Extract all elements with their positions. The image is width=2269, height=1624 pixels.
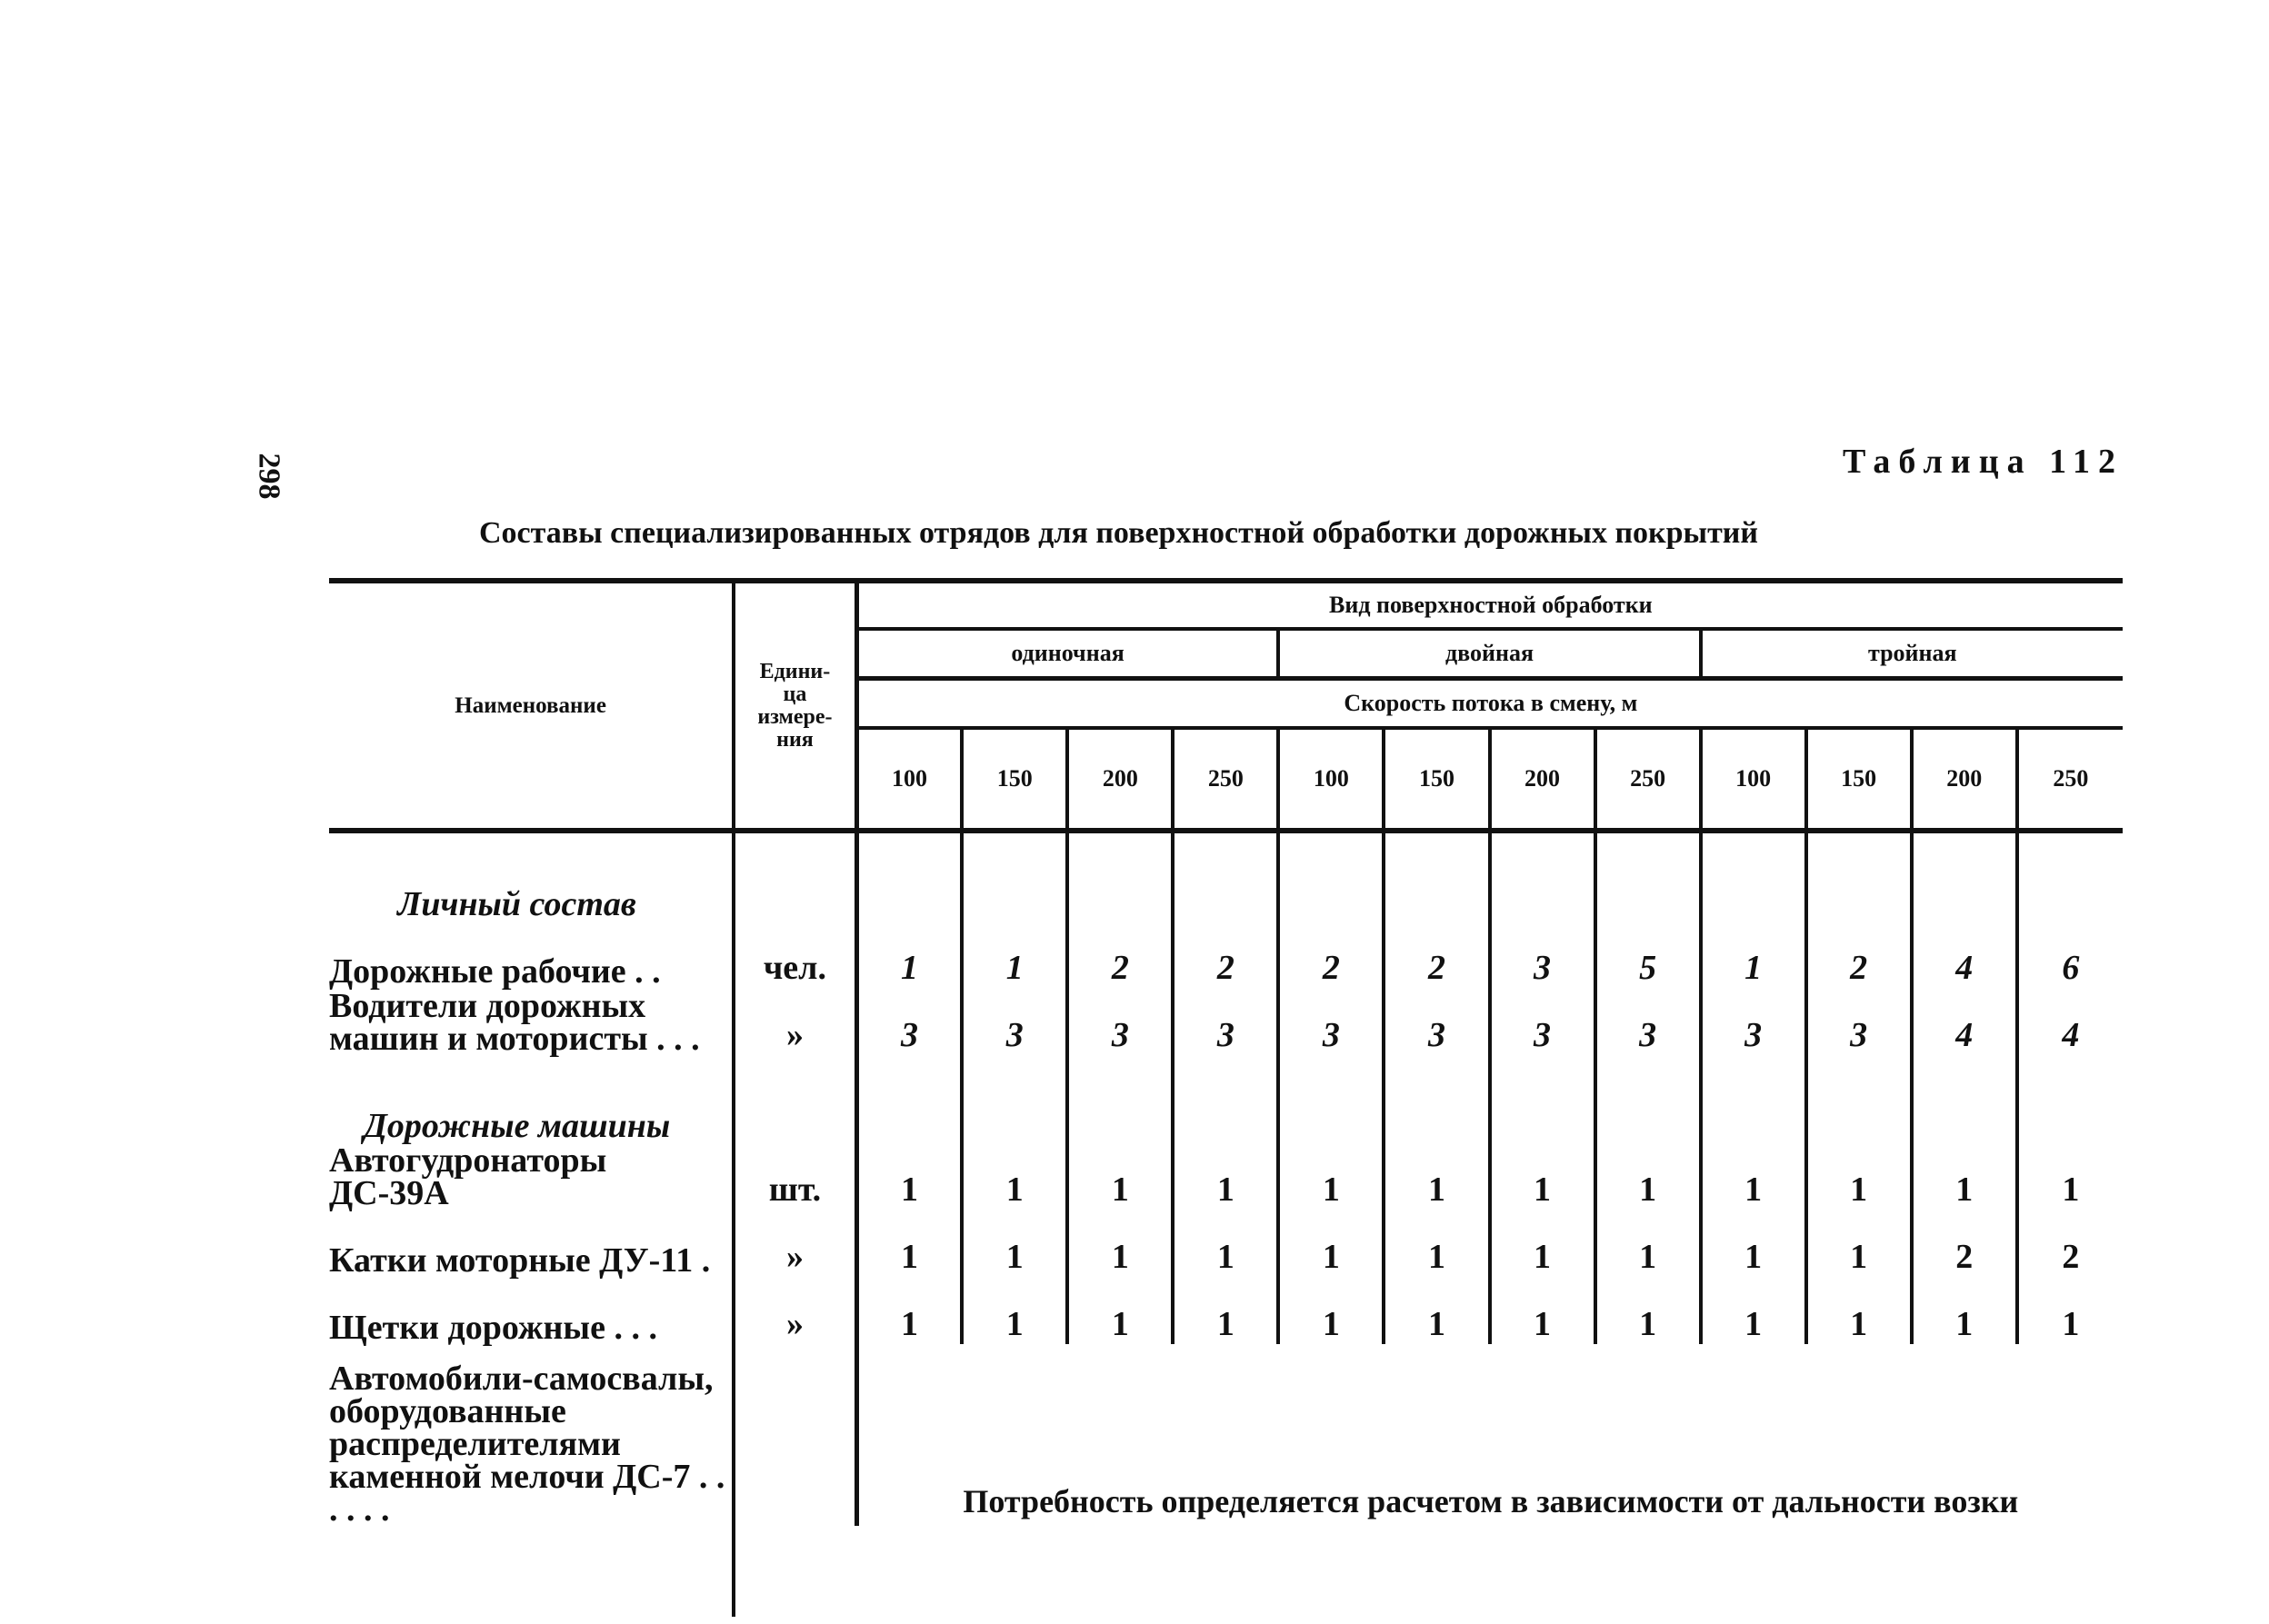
row-value: 2: [1173, 921, 1278, 988]
row-value: 3: [1173, 988, 1278, 1055]
row-value: 2: [1067, 921, 1173, 988]
row-value: [1173, 831, 1278, 921]
section-row: [329, 1055, 2123, 1142]
row-value: 3: [1278, 988, 1384, 1055]
row-value: 1: [962, 921, 1067, 988]
header-speed-value: 100: [1701, 728, 1806, 831]
row-value: [1384, 831, 1489, 921]
header-unit-line: ца: [783, 682, 807, 706]
row-value: 1: [1490, 1210, 1595, 1277]
row-value: 1: [1595, 1210, 1701, 1277]
row-value: 3: [856, 988, 962, 1055]
row-value: 1: [1384, 1210, 1489, 1277]
header-speed: Скорость потока в смену, м: [856, 679, 2123, 729]
table-tail: [329, 1526, 2123, 1617]
header-name: Наименование: [329, 581, 734, 831]
row-unit: »: [734, 1277, 856, 1344]
row-value: 2: [1912, 1210, 2017, 1277]
row-value: 2: [1806, 921, 1912, 988]
row-value: 2: [1278, 921, 1384, 988]
row-value: 1: [962, 1210, 1067, 1277]
row-value: 1: [962, 1277, 1067, 1344]
row-value: 2: [1384, 921, 1489, 988]
row-value: [1912, 1055, 2017, 1142]
section-row: [329, 831, 2123, 921]
row-value: 1: [856, 1210, 962, 1277]
row-value: 5: [1595, 921, 1701, 988]
row-value: [1701, 831, 1806, 921]
header-speed-value: 200: [1490, 728, 1595, 831]
row-value: 1: [1490, 1142, 1595, 1210]
row-value: [1806, 831, 1912, 921]
row-name: Водители дорожных машин и мотористы . . .: [329, 988, 734, 1055]
row-value: 1: [1806, 1210, 1912, 1277]
tail-cell: [734, 1526, 2123, 1617]
row-value: 3: [1490, 921, 1595, 988]
row-value: 4: [1912, 921, 2017, 988]
header-speed-value: 200: [1912, 728, 2017, 831]
row-value: 1: [2062, 1171, 2080, 1209]
row-value: 1: [1067, 1142, 1173, 1210]
header-unit-line: Едини-: [759, 659, 831, 683]
row-value: 1: [1806, 1277, 1912, 1344]
row-value: [1384, 1055, 1489, 1142]
header-unit-line: ния: [776, 727, 814, 752]
row-value: 1: [1912, 1142, 2017, 1210]
section-heading: Дорожные машины: [329, 1055, 734, 1142]
header-treatment-single: одиночная: [856, 629, 1278, 679]
row-value: 1: [856, 921, 962, 988]
row-unit: шт.: [734, 1142, 856, 1210]
row-value: [1595, 831, 1701, 921]
header-treatment-triple: тройная: [1701, 629, 2123, 679]
row-value: 1: [1173, 1210, 1278, 1277]
row-value: [962, 831, 1067, 921]
crew-composition-table: [329, 578, 2123, 1617]
row-value: 1: [1912, 1277, 2017, 1344]
header-speed-value: 250: [1173, 728, 1278, 831]
row-value: [1701, 1055, 1806, 1142]
header-treatment-kind: Вид поверхностной обработки: [856, 581, 2123, 629]
row-note: Потребность определяется расчетом в зависимости от дальности возки: [963, 1483, 2019, 1519]
row-value: 3: [962, 988, 1067, 1055]
row-value: 4: [2062, 1016, 2080, 1054]
table-frame: [329, 578, 2123, 1532]
row-value: 1: [1067, 1277, 1173, 1344]
row-value: 1: [856, 1142, 962, 1210]
header-speed-value: 100: [1278, 728, 1384, 831]
row-name: Автомобили-самосвалы, оборудованные распределителями каменной мелочи ДС-7 . . . . . .: [329, 1344, 734, 1526]
row-value: [1278, 831, 1384, 921]
row-value: [1278, 1055, 1384, 1142]
row-value: 1: [1384, 1142, 1489, 1210]
row-value: 1: [962, 1142, 1067, 1210]
row-value: 6: [2062, 949, 2080, 987]
row-value: 4: [1912, 988, 2017, 1055]
row-value: [1912, 831, 2017, 921]
row-unit: [734, 1055, 856, 1142]
table-row: [329, 921, 2123, 988]
row-value: [1595, 1055, 1701, 1142]
row-value: 3: [1067, 988, 1173, 1055]
header-speed-value: 200: [1067, 728, 1173, 831]
row-value: [856, 831, 962, 921]
tail-cell: [329, 1526, 734, 1617]
row-value: 3: [1595, 988, 1701, 1055]
row-value: [856, 1055, 962, 1142]
row-value: 3: [1384, 988, 1489, 1055]
header-speed-value: 250: [2017, 728, 2123, 831]
row-value: 3: [1490, 988, 1595, 1055]
row-value: [1490, 831, 1595, 921]
row-value: [2017, 831, 2123, 921]
row-unit: »: [734, 988, 856, 1055]
header-speed-value: 150: [1806, 728, 1912, 831]
row-value: 1: [1701, 1210, 1806, 1277]
header-unit: [734, 581, 856, 831]
row-value: 1: [1067, 1210, 1173, 1277]
row-value: [1173, 1055, 1278, 1142]
row-value: 1: [1806, 1142, 1912, 1210]
row-value: 1: [1701, 921, 1806, 988]
row-value: [2017, 1055, 2123, 1142]
table-row: [329, 1210, 2123, 1277]
header-speed-value: 100: [856, 728, 962, 831]
row-value: [1490, 1055, 1595, 1142]
row-value: 1: [1701, 1277, 1806, 1344]
header-speed-value: 250: [1595, 728, 1701, 831]
section-heading: Личный состав: [329, 831, 734, 921]
row-value: 1: [1278, 1210, 1384, 1277]
row-value: 1: [1490, 1277, 1595, 1344]
table-row: [329, 1142, 2123, 1210]
header-speed-value: 150: [962, 728, 1067, 831]
row-name: Автогудронаторы ДС-39А: [329, 1142, 734, 1210]
header-unit-line: измере-: [757, 704, 833, 729]
row-value: 1: [1173, 1277, 1278, 1344]
row-value: 3: [1701, 988, 1806, 1055]
row-value: 1: [1595, 1142, 1701, 1210]
table-row: [329, 1277, 2123, 1344]
row-value: [1067, 831, 1173, 921]
row-value: 1: [856, 1277, 962, 1344]
header-speed-value: 150: [1384, 728, 1489, 831]
row-value: 1: [1278, 1277, 1384, 1344]
page-number: 298: [252, 453, 286, 500]
row-value: [1067, 1055, 1173, 1142]
row-value: 1: [1278, 1142, 1384, 1210]
table-label: Таблица 112: [1843, 443, 2124, 481]
row-name: Щетки дорожные . . .: [329, 1277, 734, 1344]
row-unit: [734, 831, 856, 921]
table-row: [329, 1344, 2123, 1526]
row-value: [962, 1055, 1067, 1142]
row-value: 2: [2062, 1238, 2080, 1276]
header-treatment-double: двойная: [1278, 629, 1700, 679]
row-name: Дорожные рабочие . .: [329, 921, 734, 988]
row-name: Катки моторные ДУ-11 .: [329, 1210, 734, 1277]
row-value: [1806, 1055, 1912, 1142]
row-unit: [734, 1344, 856, 1526]
row-value: 1: [1173, 1142, 1278, 1210]
row-value: 1: [1595, 1277, 1701, 1344]
row-value: 1: [1701, 1142, 1806, 1210]
row-unit: чел.: [734, 921, 856, 988]
table-title: Составы специализированных отрядов для поверхностной обработки дорожных покрытий: [479, 516, 1758, 550]
row-value: 1: [2062, 1305, 2080, 1343]
row-value: 3: [1806, 988, 1912, 1055]
table-row: [329, 988, 2123, 1055]
row-value: 1: [1384, 1277, 1489, 1344]
row-unit: »: [734, 1210, 856, 1277]
